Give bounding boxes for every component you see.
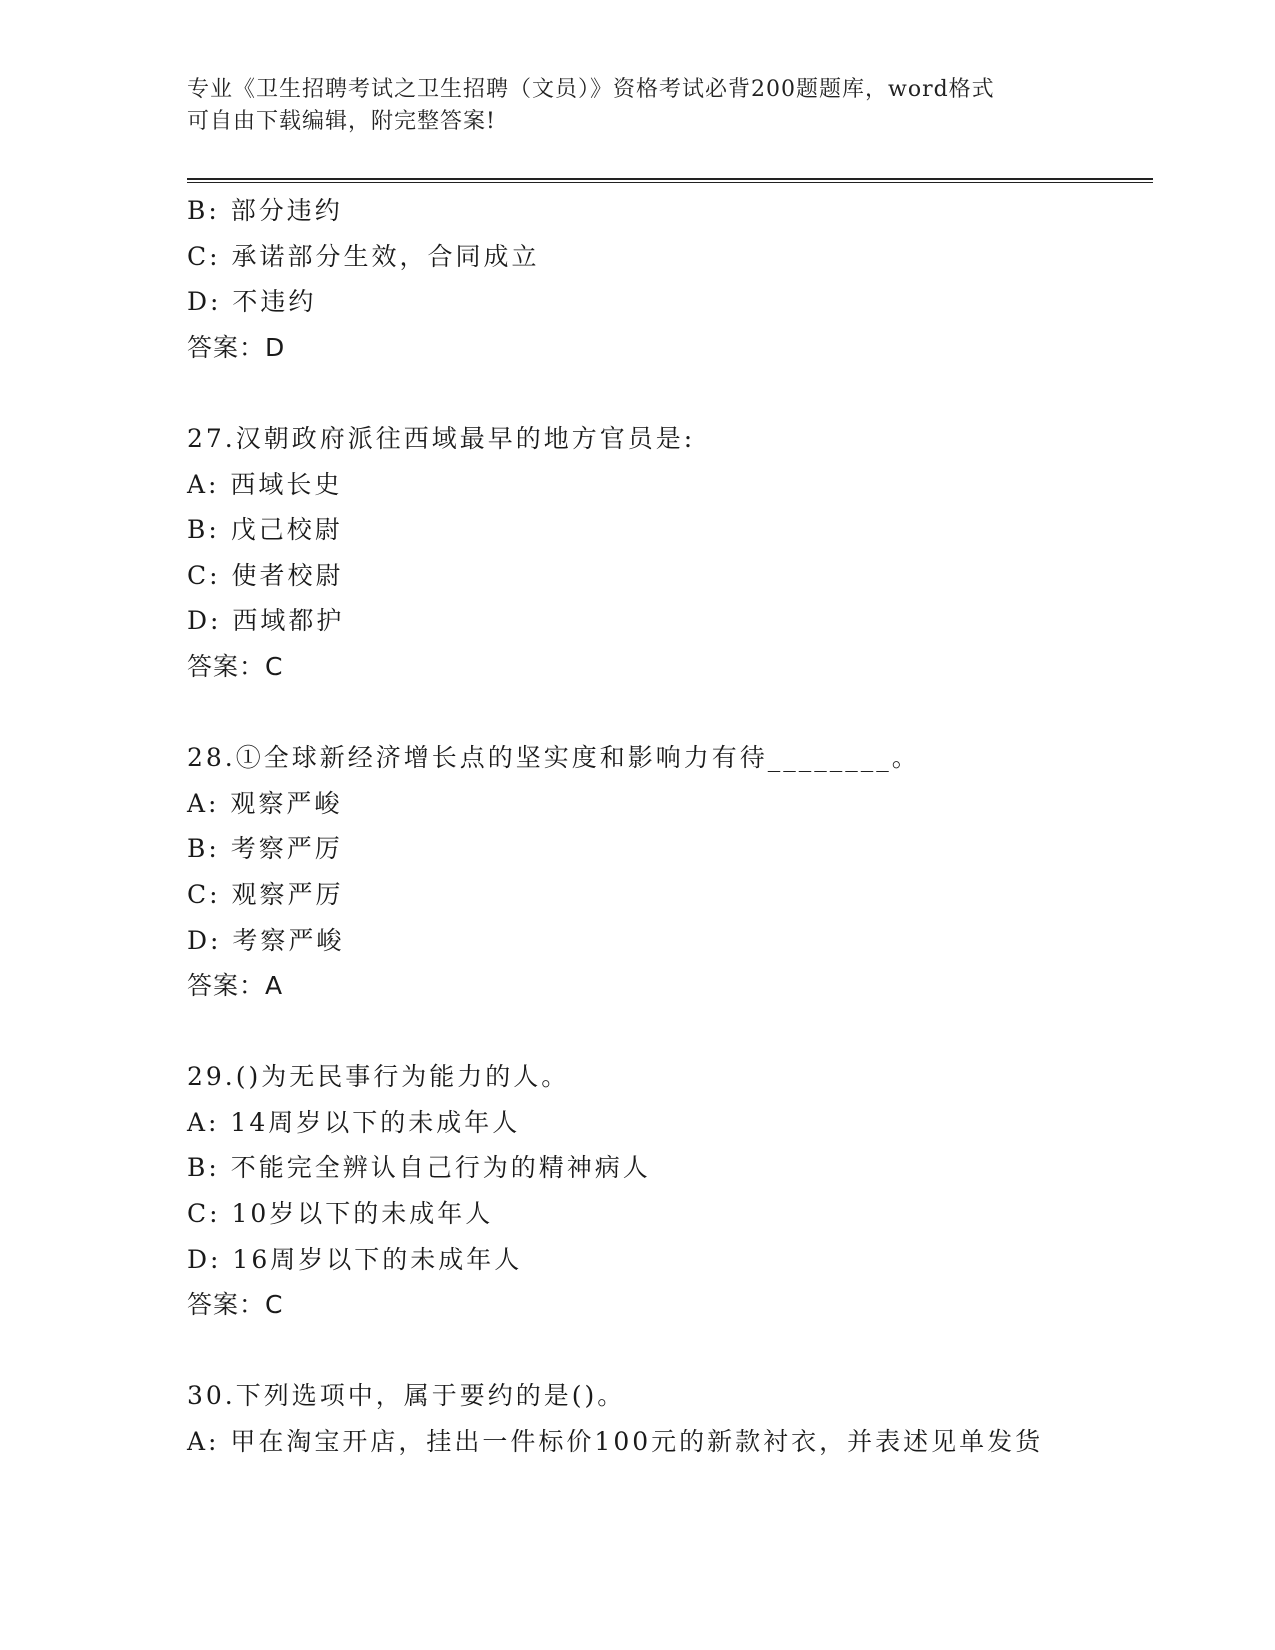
option-b: B: 考察严厉 xyxy=(187,834,343,864)
option-b: B: 戊己校尉 xyxy=(187,515,343,545)
question-stem: 27.汉朝政府派往西域最早的地方官员是: xyxy=(187,423,696,453)
option-a: A: 观察严峻 xyxy=(187,788,343,818)
option-d: D: 不违约 xyxy=(187,287,317,317)
answer-line: 答案：D xyxy=(187,332,286,362)
header-line-1: 专业《卫生招聘考试之卫生招聘（文员）》资格考试必背200题题库，word格式 xyxy=(187,77,995,102)
option-b: B: 不能完全辨认自己行为的精神病人 xyxy=(187,1153,651,1183)
spacer xyxy=(187,370,1147,416)
header-divider xyxy=(187,178,1153,183)
question-29 xyxy=(187,1054,1147,1328)
option-c: C: 使者校尉 xyxy=(187,560,344,590)
question-list xyxy=(187,188,1147,1465)
option-a: A: 14周岁以下的未成年人 xyxy=(187,1107,521,1137)
option-a: A: 西域长史 xyxy=(187,469,343,499)
answer-line: 答案：C xyxy=(187,651,284,681)
question-28 xyxy=(187,735,1147,1009)
option-c: C: 10岁以下的未成年人 xyxy=(187,1199,494,1229)
option-d: D: 16周岁以下的未成年人 xyxy=(187,1244,523,1274)
question-26-tail xyxy=(187,188,1147,370)
option-d: D: 西域都护 xyxy=(187,606,345,636)
option-b: B: 部分违约 xyxy=(187,196,343,225)
spacer xyxy=(187,690,1147,736)
question-30 xyxy=(187,1373,1147,1464)
option-d: D: 考察严峻 xyxy=(187,925,345,955)
spacer xyxy=(187,1009,1147,1055)
question-stem: 30.下列选项中，属于要约的是()。 xyxy=(187,1381,626,1411)
option-c: C: 承诺部分生效，合同成立 xyxy=(187,241,540,271)
spacer xyxy=(187,1328,1147,1374)
question-27 xyxy=(187,416,1147,690)
question-stem: 28.①全球新经济增长点的坚实度和影响力有待________。 xyxy=(187,743,920,773)
answer-line: 答案：C xyxy=(187,1290,284,1320)
answer-line: 答案：A xyxy=(187,971,284,1001)
header-line-2: 可自由下载编辑，附完整答案! xyxy=(187,109,496,134)
document-header xyxy=(187,74,1087,138)
option-a: A: 甲在淘宝开店，挂出一件标价100元的新款衬衣，并表述见单发货 xyxy=(187,1427,1044,1457)
question-stem: 29.()为无民事行为能力的人。 xyxy=(187,1062,570,1092)
option-c: C: 观察严厉 xyxy=(187,879,344,909)
